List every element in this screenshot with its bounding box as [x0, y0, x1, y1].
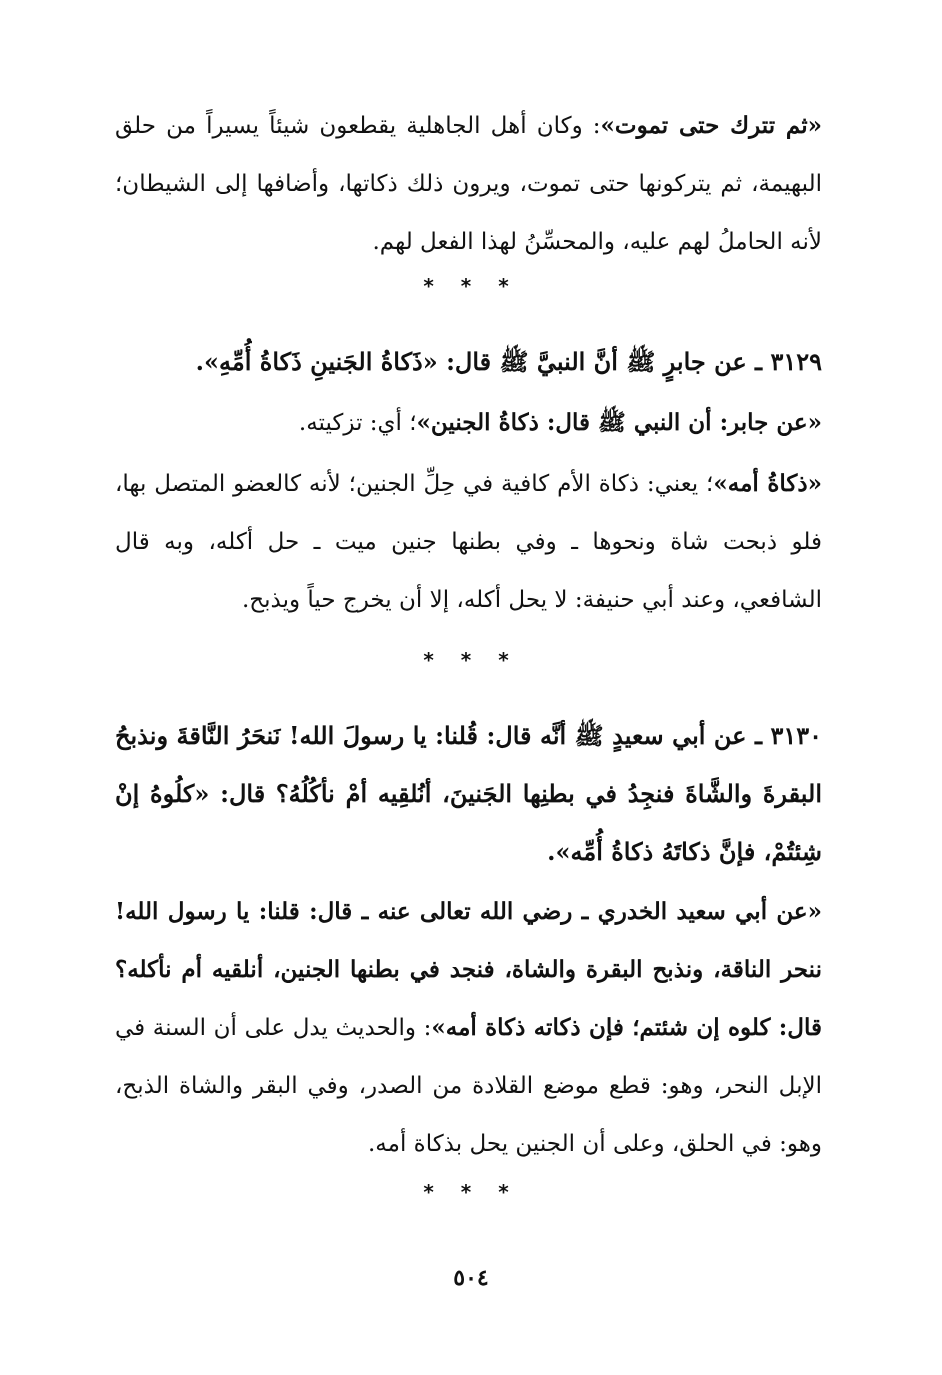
- commentary-paragraph: [115, 97, 822, 271]
- commentary-text: ؛ يعني: ذكاة الأم كافية في حِلِّ الجنين؛ لأنه كالعضو المتصل بها، فلو ذبحت شاة ونحوها ـ وفي بطنها جنين ميت ـ حل أكله، وبه قال الشافعي، وعند أبي حنيفة: لا يحل أكله، إلا أن يخرج حياً ويذبح.: [115, 471, 822, 613]
- commentary-text: ؛ أي: تزكيته.: [298, 410, 417, 436]
- section-separator: * * *: [423, 274, 519, 298]
- quoted-lead: «ذكاةُ أمه»: [713, 470, 822, 497]
- commentary-paragraph: [115, 394, 822, 452]
- commentary-paragraph: [115, 455, 822, 629]
- quoted-lead: «عن جابر: أن النبي ﷺ قال: ذكاةُ الجنين»: [416, 409, 822, 436]
- page-number: ٥٠٤: [453, 1265, 489, 1291]
- quoted-lead: «عن أبي سعيد الخدري ـ رضي الله تعالى عنه ـ قال: قلنا: يا رسول الله! ننحر الناقة، ونذبح البقرة والشاة، فنجد في بطنها الجنين، أنلقيه أم نأكله؟ قال: كلوه إن شئتم؛ فإن ذكاته ذكاة أمه»: [115, 898, 822, 1041]
- quoted-lead: «ثم تترك حتى تموت»: [600, 112, 822, 139]
- section-separator: * * *: [423, 648, 519, 672]
- section-separator: * * *: [423, 1180, 519, 1204]
- commentary-text: : وكان أهل الجاهلية يقطعون شيئاً يسيراً من حلق البهيمة، ثم يتركونها حتى تموت، ويرون ذلك ذكاتها، وأضافها إلى الشيطان؛ لأنه الحاملُ لهم عليه، والمحسِّنُ لهذا الفعل لهم.: [115, 113, 822, 255]
- hadith-text: ٣١٣٠ ـ عن أبي سعيدٍ ﷺ أنَّه قال: قُلنا: يا رسولَ الله! نَنحَرُ النَّاقةَ ونذبحُ البقرةَ والشَّاةَ فنجِدُ في بطنِها الجَنينَ، أنُلقِيه أمْ نأكُلُهُ؟ قال: «كلُوهُ إنْ شِئتُمْ، فإنَّ ذكاتَهُ ذكاةُ أُمِّه».: [115, 721, 823, 866]
- hadith-text: ٣١٢٩ ـ عن جابرٍ ﷺ أنَّ النبيَّ ﷺ قال: «ذَكاةُ الجَنينِ ذَكاةُ أُمِّهِ».: [195, 347, 822, 376]
- commentary-text: : والحديث يدل على أن السنة في الإبل النحر، وهو: قطع موضع القلادة من الصدر، وفي البقر والشاة الذبح، وهو: في الحلق، وعلى أن الجنين يحل بذكاة أمه.: [115, 1015, 822, 1157]
- commentary-paragraph: [115, 883, 822, 1173]
